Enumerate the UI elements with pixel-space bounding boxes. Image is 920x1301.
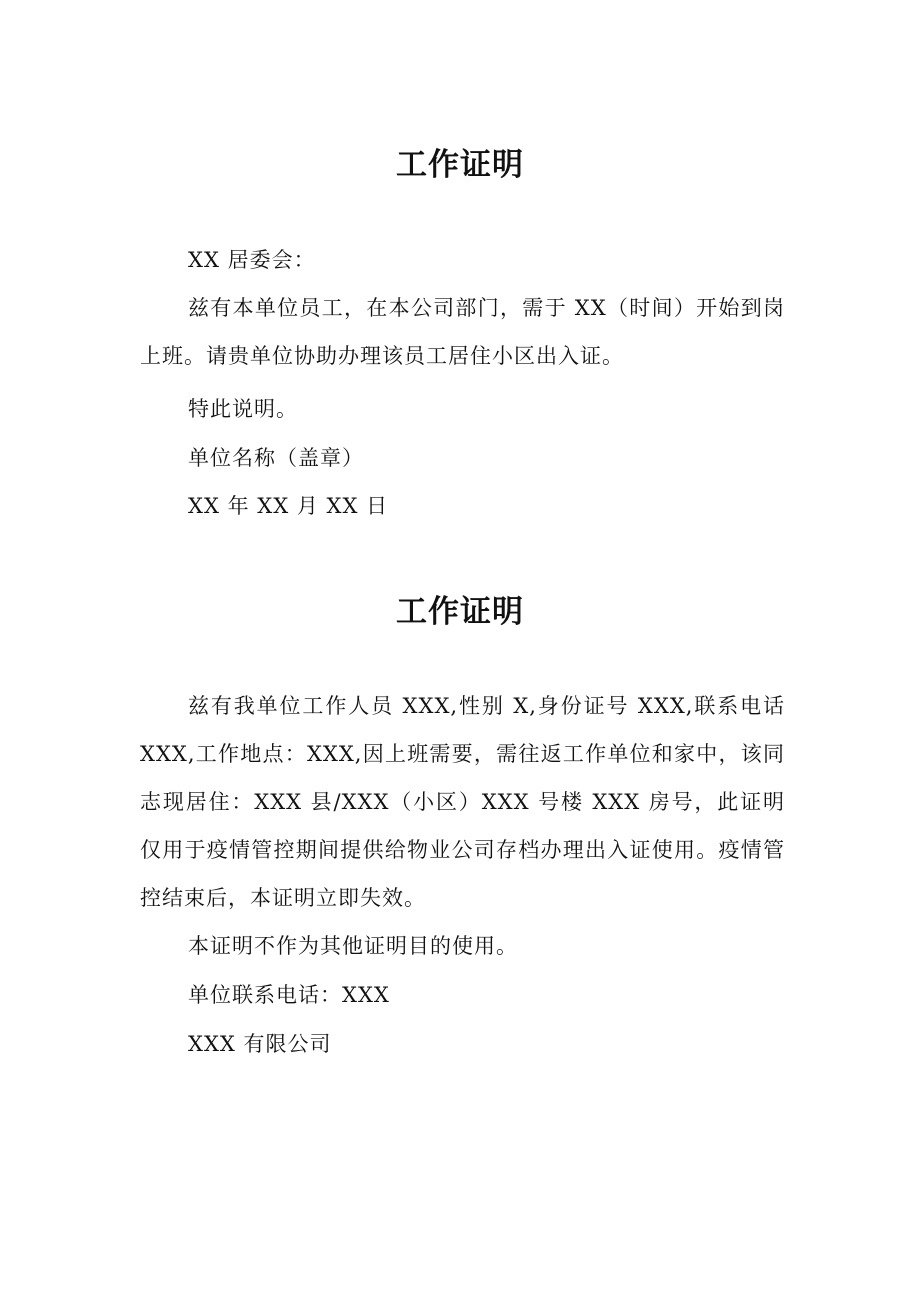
usage-notice: 本证明不作为其他证明目的使用。 xyxy=(188,934,518,958)
certificate-body-1: 兹有本单位员工，在本公司部门，需于 XX（时间）开始到岗上班。请贵单位协助办理该员工居住小区出入证。 xyxy=(140,296,785,368)
closing-statement: 特此说明。 xyxy=(188,397,298,421)
issue-date: XX 年 XX 月 XX 日 xyxy=(188,494,389,518)
company-name: XXX 有限公司 xyxy=(188,1032,332,1056)
certificate-title-2: 工作证明 xyxy=(396,594,524,630)
certificate-body-2: 兹有我单位工作人员 XXX,性别 X,身份证号 XXX,联系电话 XXX,工作地点：XXX,因上班需要，需往返工作单位和家中，该同志现居住：XXX 县/XXX（小区）XXX 号楼 XXX 房号，此证明仅用于疫情管控期间提供给物业公司存档办理出入证使用。疫情管控结束后，本证明立即失效。 xyxy=(140,694,785,910)
unit-name-seal: 单位名称（盖章） xyxy=(188,446,364,470)
salutation: XX 居委会： xyxy=(188,248,316,272)
unit-contact-phone: 单位联系电话：XXX xyxy=(188,983,390,1007)
certificate-title-1: 工作证明 xyxy=(396,147,524,183)
